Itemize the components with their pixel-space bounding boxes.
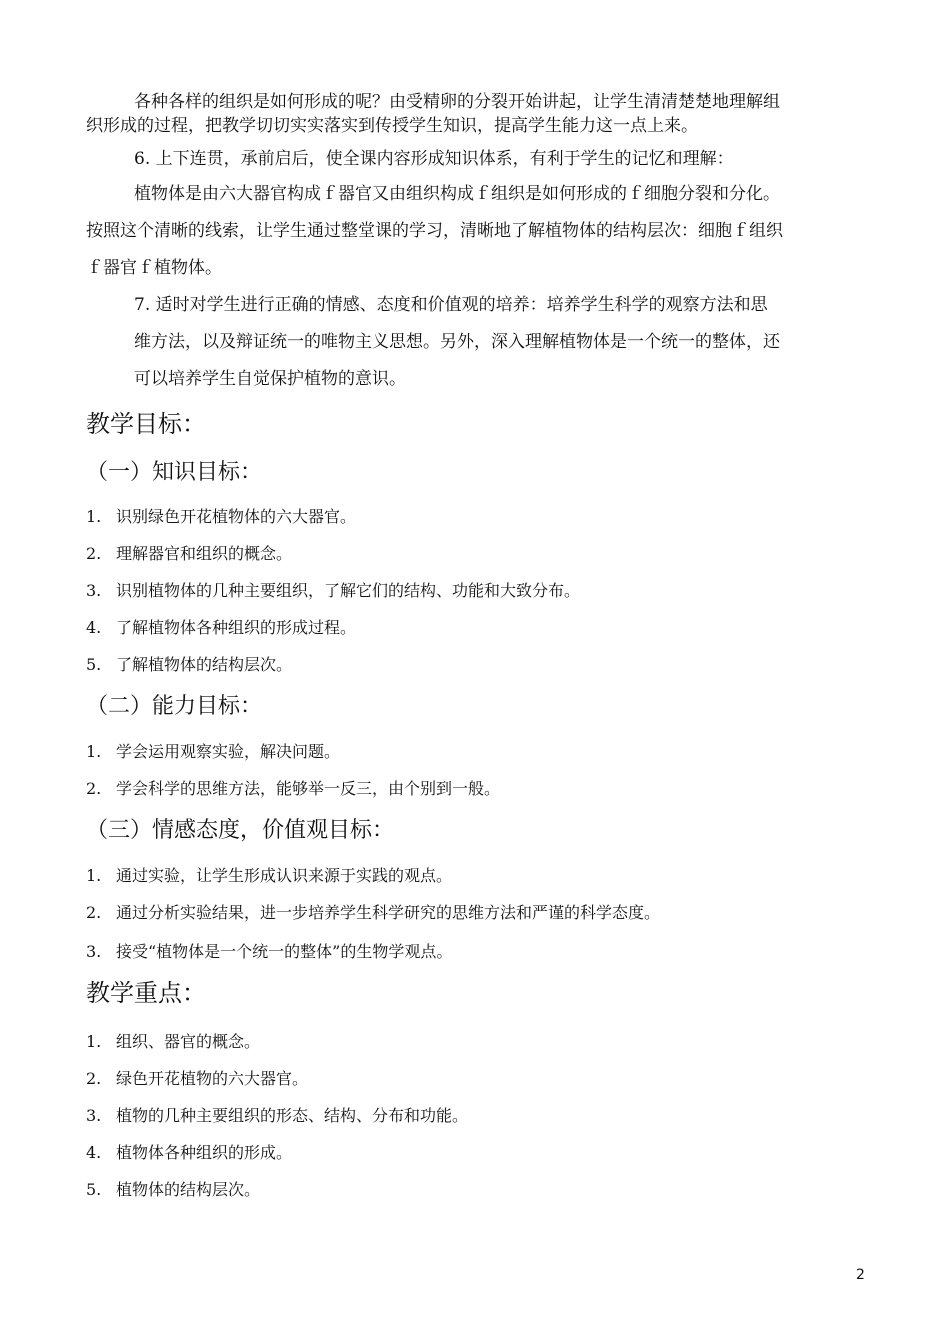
paragraph-item-6: 6. 上下连贯，承前启后，使全课内容形成知识体系，有利于学生的记忆和理解： xyxy=(134,149,734,169)
list-item: 1. 组织、器官的概念。 xyxy=(86,1032,261,1051)
list-item: 3. 识别植物体的几种主要组织，了解它们的结构、功能和大致分布。 xyxy=(86,581,581,600)
paragraph-line: 按照这个清晰的线索，让学生通过整堂课的学习，清晰地了解植物体的结构层次：细胞ｆ组织 xyxy=(86,221,783,241)
paragraph-line: 各种各样的组织是如何形成的呢？由受精卵的分裂开始讲起，让学生清清楚楚地理解组 xyxy=(134,92,780,112)
section-heading-key-points: 教学重点： xyxy=(86,979,206,1007)
paragraph-item-7: 7. 适时对学生进行正确的情感、态度和价值观的培养：培养学生科学的观察方法和思 xyxy=(134,295,768,315)
list-item: 2. 通过分析实验结果，进一步培养学生科学研究的思维方法和严谨的科学态度。 xyxy=(86,903,661,922)
list-item: 1. 识别绿色开花植物体的六大器官。 xyxy=(86,507,357,526)
list-item: 2. 绿色开花植物的六大器官。 xyxy=(86,1069,309,1088)
subsection-heading-emotion: （三）情感态度，价值观目标： xyxy=(86,818,395,843)
section-heading-objectives: 教学目标： xyxy=(86,410,206,438)
list-item: 4. 了解植物体各种组织的形成过程。 xyxy=(86,618,357,637)
paragraph-line: 织形成的过程，把教学切切实实落实到传授学生知识，提高学生能力这一点上来。 xyxy=(86,116,698,136)
paragraph-line: 植物体是由六大器官构成ｆ器官又由组织构成ｆ组织是如何形成的ｆ细胞分裂和分化。 xyxy=(134,184,780,204)
paragraph-line: 维方法，以及辩证统一的唯物主义思想。另外，深入理解植物体是一个统一的整体，还 xyxy=(134,332,780,352)
list-item: 5. 了解植物体的结构层次。 xyxy=(86,655,293,674)
list-item: 3. 接受“植物体是一个统一的整体”的生物学观点。 xyxy=(86,942,453,961)
list-item: 1. 通过实验，让学生形成认识来源于实践的观点。 xyxy=(86,866,453,885)
list-item: 2. 理解器官和组织的概念。 xyxy=(86,544,293,563)
paragraph-line: ｆ器官ｆ植物体。 xyxy=(86,258,222,278)
subsection-heading-ability: （二）能力目标： xyxy=(86,694,263,719)
list-item: 4. 植物体各种组织的形成。 xyxy=(86,1143,293,1162)
subsection-heading-knowledge: （一）知识目标： xyxy=(86,460,263,485)
list-item: 1. 学会运用观察实验，解决问题。 xyxy=(86,742,341,761)
list-item: 3. 植物的几种主要组织的形态、结构、分布和功能。 xyxy=(86,1106,469,1125)
paragraph-line: 可以培养学生自觉保护植物的意识。 xyxy=(134,369,406,389)
list-item: 5. 植物体的结构层次。 xyxy=(86,1180,261,1199)
list-item: 2. 学会科学的思维方法，能够举一反三，由个别到一般。 xyxy=(86,779,501,798)
page-number: 2 xyxy=(856,1267,865,1283)
